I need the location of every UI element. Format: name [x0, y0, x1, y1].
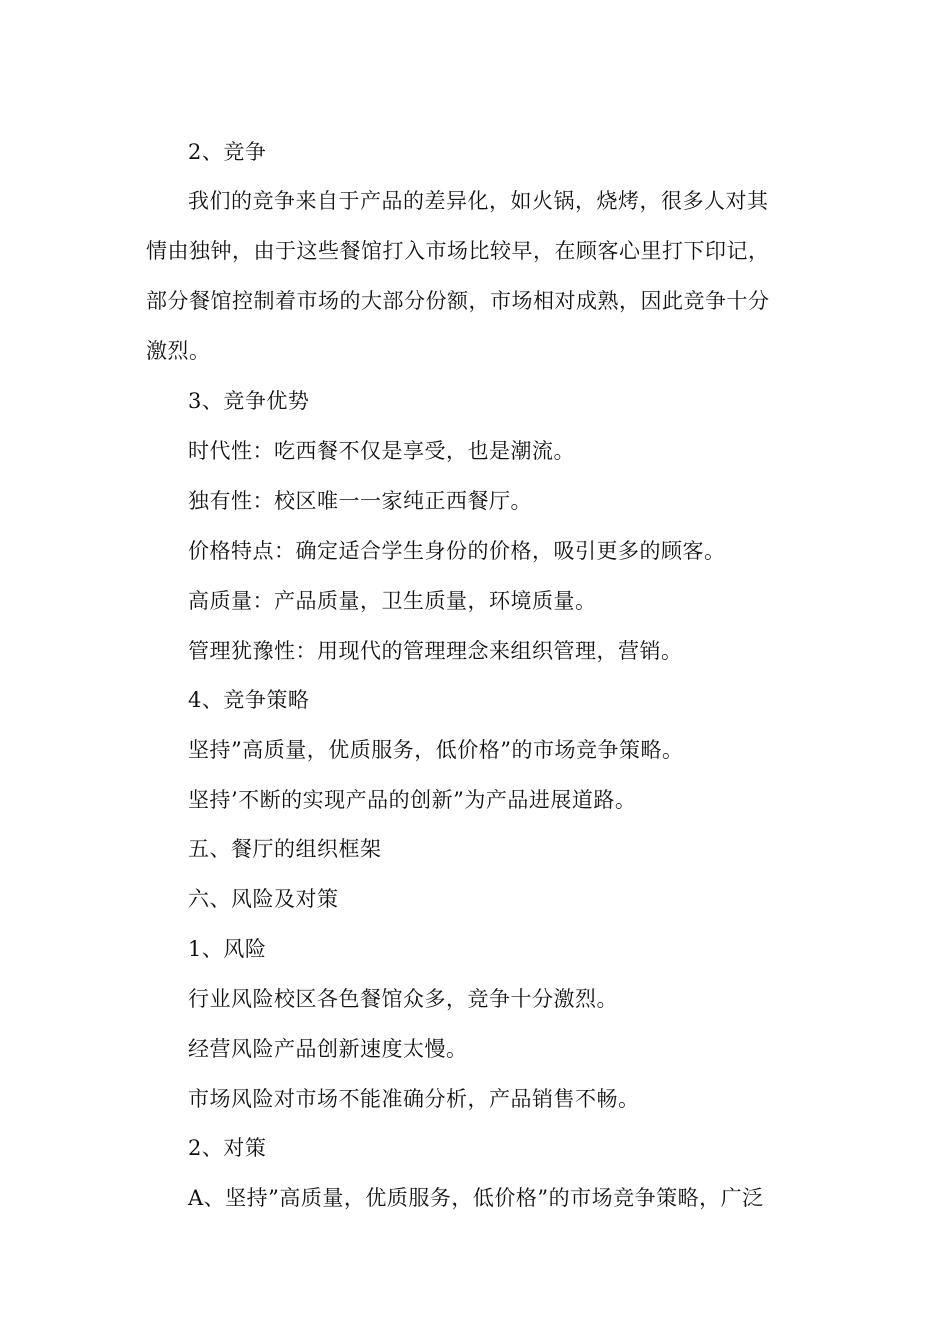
- strategy-item: 坚持”高质量，优质服务，低价格”的市场竞争策略。: [188, 738, 684, 762]
- risk-item: 行业风险校区各色餐馆众多，竞争十分激烈。: [188, 987, 618, 1011]
- section-3-heading: 3、竞争优势: [188, 389, 310, 413]
- risk-item: 市场风险对市场不能准确分析，产品销售不畅。: [188, 1087, 640, 1111]
- section-2-paragraph-line-3: 部分餐馆控制着市场的大部分份额，市场相对成熟，因此竞争十分: [146, 289, 770, 313]
- countermeasure-item: A、坚持”高质量，优质服务，低价格”的市场竞争策略，广泛: [188, 1186, 764, 1210]
- countermeasure-heading: 2、对策: [188, 1136, 267, 1160]
- risk-item: 经营风险产品创新速度太慢。: [188, 1037, 468, 1061]
- advantage-item: 独有性：校区唯一一家纯正西餐厅。: [188, 489, 532, 513]
- section-2-paragraph-line-2: 情由独钟，由于这些餐馆打入市场比较早，在顾客心里打下印记，: [146, 239, 770, 263]
- advantage-item: 管理犹豫性：用现代的管理理念来组织管理，营销。: [188, 639, 683, 663]
- section-2-heading: 2、竞争: [188, 140, 267, 164]
- section-2-paragraph-line-4: 激烈。: [146, 339, 211, 363]
- advantage-item: 时代性：吃西餐不仅是享受，也是潮流。: [188, 439, 575, 463]
- advantage-item: 价格特点：确定适合学生身份的价格，吸引更多的顾客。: [188, 539, 726, 563]
- advantage-item: 高质量：产品质量，卫生质量，环境质量。: [188, 589, 597, 613]
- strategy-item: 坚持’不断的实现产品的创新”为产品进展道路。: [188, 788, 637, 812]
- section-4-heading: 4、竞争策略: [188, 688, 310, 712]
- section-2-paragraph-line-1: 我们的竞争来自于产品的差异化，如火锅，烧烤，很多人对其: [188, 189, 769, 213]
- risk-heading: 1、风险: [188, 937, 267, 961]
- chapter-6-heading: 六、风险及对策: [188, 887, 339, 911]
- chapter-5-heading: 五、餐厅的组织框架: [188, 837, 382, 861]
